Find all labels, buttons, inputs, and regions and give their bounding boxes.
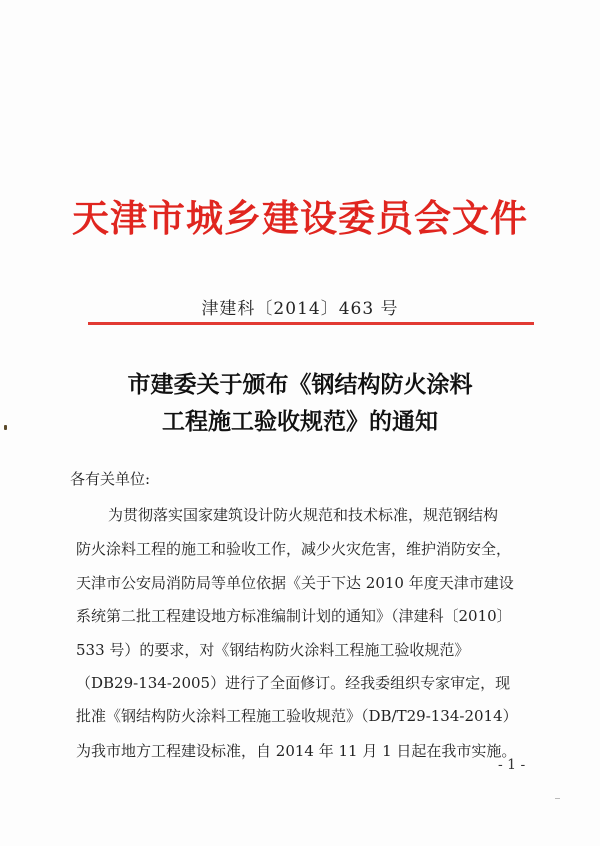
notice-title-line-2: 工程施工验收规范》的通知: [162, 408, 438, 435]
red-divider-rule: [88, 322, 534, 325]
scan-corner-mark: [555, 798, 560, 799]
body-line: 防火涂料工程的施工和验收工作，减少火灾危害，维护消防安全，: [76, 540, 512, 558]
body-line: 为贯彻落实国家建筑设计防火规范和技术标准，规范钢结构: [108, 506, 499, 524]
body-line: 天津市公安局消防局等单位依据《关于下达 2010 年度天津市建设: [76, 574, 514, 592]
salutation: 各有关单位:: [70, 470, 151, 488]
page-number: - 1 -: [498, 757, 526, 773]
body-line: 系统第二批工程建设地方标准编制计划的通知》（津建科〔2010〕: [76, 607, 512, 625]
body-line: 为我市地方工程建设标准，自 2014 年 11 月 1 日起在我市实施。: [76, 742, 517, 760]
scan-margin-mark: [4, 425, 7, 430]
body-line: （DB29-134-2005）进行了全面修订。经我委组织专家审定，现: [76, 674, 511, 692]
document-number: 津建科〔2014〕463 号: [201, 299, 399, 319]
body-line: 533 号）的要求，对《钢结构防火涂料工程施工验收规范》: [76, 641, 470, 659]
masthead-title: 天津市城乡建设委员会文件: [72, 196, 528, 240]
notice-title-line-1: 市建委关于颁布《钢结构防火涂料: [127, 371, 473, 398]
body-line: 批准《钢结构防火涂料工程施工验收规范》（DB/T29-134-2014）: [76, 707, 518, 725]
